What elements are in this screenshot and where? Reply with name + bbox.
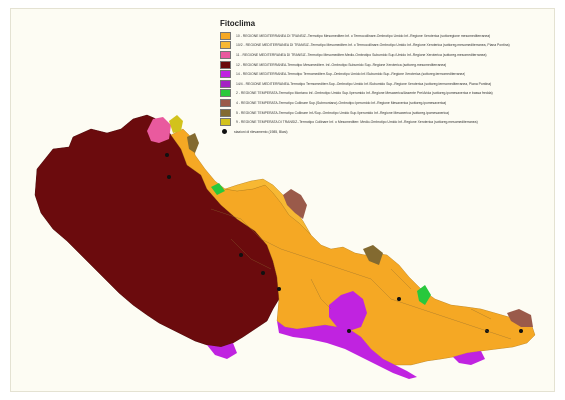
legend-station-row [217,127,537,137]
legend-swatch [220,70,231,78]
legend-item [217,98,537,108]
region-9-yellow [169,115,183,133]
legend-item [217,60,537,70]
legend-swatch [220,80,231,88]
legend-swatch [220,41,231,49]
legend-label: 10 - REGIONE MEDITERRANEA DI TRANSIZ.-Termotipo Mesomediterr.Inf. o Termocollinare-Ombrotipo Umido Inf.-Regione Xeroterica (sottoregione mesomediterranea) [236,33,491,38]
legend-item [217,50,537,60]
legend-swatch [220,51,231,59]
legend-label: 2 - REGIONE TEMPERATA-Termotipo Montano Inf.-Ombrotipo Umido Sup./Iperumido Inf.-Regione Mesaxerica/Assente Pre/Arida (sottoreg.ipomesaxerica e bassa fredda) [236,91,493,96]
station-dot-icon [222,129,227,134]
legend-title: Fitoclima [220,19,256,28]
legend-label: 14/4 - REGIONE MEDITERRANEA-Termotipo Termomediterr.Sup.-Ombrotipo Umido Inf./Subumido Sup.-Regione Xeroterica (sottoreg.termomediterranea, Piana Pontina) [236,81,492,86]
legend-label: 14 - REGIONE MEDITERRANEA-Termotipo Termomediterr.Sup.-Ombrotipo Umido Inf./Subumido Sup.-Regione Xeroterica (sottoreg.termomediterranea) [236,72,466,77]
legend-item [217,69,537,79]
map-legend [217,19,537,151]
legend-label: 4 - REGIONE TEMPERATA-Termotipo Collinare Sup.(Submontano)-Ombrotipo Iperumido Inf.-Regione Mesaxerica (sottoreg.ipomesaxerica) [236,100,447,105]
legend-item [217,41,537,51]
map-sheet [10,8,555,392]
legend-label: 12 - REGIONE MEDITERRANEA-Termotipo Mesomediterr. Inf.-Ombrotipo Subumido Sup.-Regione Xeroterica (sottoreg.mesomediterranea) [236,62,447,67]
legend-swatch [220,109,231,117]
legend-swatch [220,61,231,69]
legend-item [217,79,537,89]
legend-swatch [220,32,231,40]
legend-item [217,89,537,99]
legend-station-label: stazioni di rilevamento (1985, Blasi) [234,129,288,134]
legend-label: 9 - REGIONE TEMPERATA DI TRANSIZ.-Termotipo Collinare Inf. o Mesomediterr. Medio-Ombrotipo Umido Inf.-Regione Xeroterica (sottoreg.mesomediterranea) [236,120,478,125]
legend-swatch [220,118,231,126]
legend-item [217,108,537,118]
legend-swatch [220,89,231,97]
legend-label: 10/2 - REGIONE MEDITERRANEA DI TRANSIZ.-Termotipo Mesomediterr.Inf. o Termocollinare-Ombrotipo Umido Inf.-Regione Xeroterica (sottoreg.mesomediterranea, Piana Pontina) [236,43,510,48]
legend-label: 11 - REGIONE MEDITERRANEA DI TRANSIZ.-Termotipo Mesomediterr.Medio-Ombrotipo Subumido Sup./Umido Inf.-Regione Xeroterica (sottoreg.mesomediterranea) [236,52,487,57]
legend-item [217,31,537,41]
legend-swatch [220,99,231,107]
legend-label: 5 - REGIONE TEMPERATA-Termotipo Collinare Inf./Sup.-Ombrotipo Umido Sup./Iperumido Inf.-Regione Mesaxerica (sottoreg.ipomesaxerica) [236,110,450,115]
legend-item [217,117,537,127]
